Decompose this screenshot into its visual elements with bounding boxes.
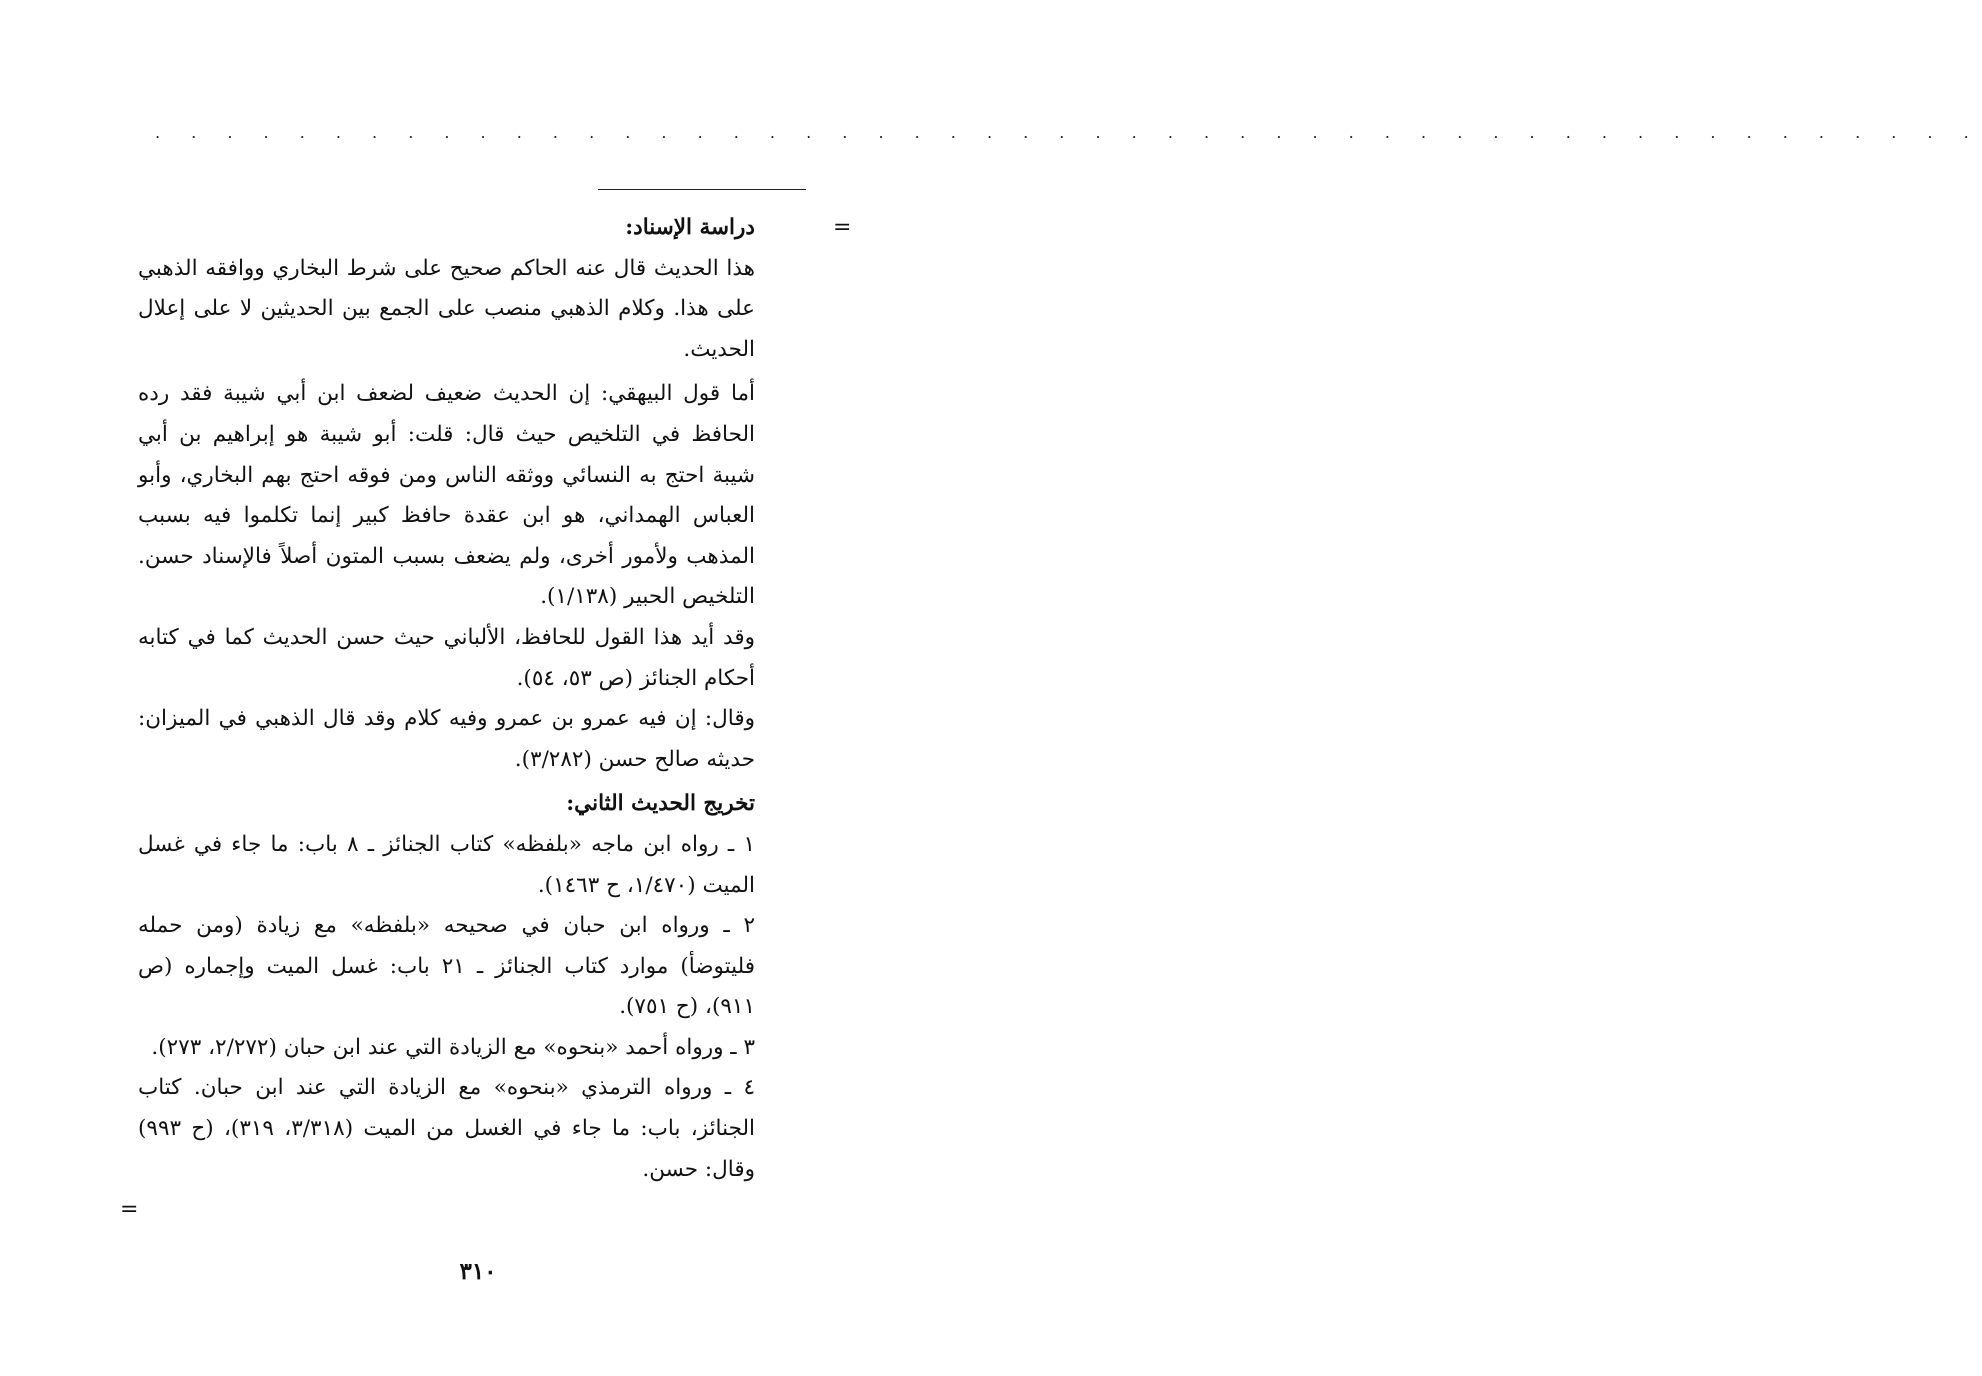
- footnote-rule: [598, 189, 806, 190]
- continuation-mark-bottom: =: [120, 1197, 139, 1222]
- isnad-paragraph-2: أما قول البيهقي: إن الحديث ضعيف لضعف ابن أبي شيبة فقد رده الحافظ في التلخيص حيث قال: قلت: أبو شيبة هو إبراهيم بن أبي شيبة احتج به النسائي ووثقه الناس ومن فوقه احتج بهم البخاري، وأبو العباس الهمداني، هو ابن عقدة حافظ كبير إنما تكلموا فيه بسبب المذهب ولأمور أخرى، ولم يضعف بسبب المتون أصلاً فالإسناد حسن. التلخيص الحبير (١/١٣٨).: [138, 381, 755, 610]
- isnad-heading: دراسة الإسناد:: [625, 215, 755, 240]
- takhrij-item-2: ٢ ـ ورواه ابن حبان في صحيحه «بلفظه» مع زيادة (ومن حمله فليتوضأ) موارد كتاب الجنائز ـ ٢١ باب: غسل الميت وإجماره (ص ٩١١)، (ح ٧٥١).: [138, 913, 755, 1020]
- page-number: ٣١٠: [459, 1258, 497, 1285]
- takhrij-item-4: ٤ ـ ورواه الترمذي «بنحوه» مع الزيادة التي عند ابن حبان. كتاب الجنائز، باب: ما جاء في الغسل من الميت (٣/٣١٨، ٣١٩)، (ح ٩٩٣) وقال: حسن.: [138, 1075, 755, 1182]
- isnad-paragraph-3: وقد أيد هذا القول للحافظ، الألباني حيث حسن الحديث كما في كتابه أحكام الجنائز (ص ٥٣، ٥٤).: [138, 624, 755, 691]
- takhrij-item-1: ١ ـ رواه ابن ماجه «بلفظه» كتاب الجنائز ـ ٨ باب: ما جاء في غسل الميت (١/٤٧٠، ح ١٤٦٣).: [138, 831, 755, 898]
- takhrij-item-3: ٣ ـ ورواه أحمد «بنحوه» مع الزيادة التي عند ابن حبان (٢/٢٧٢، ٢٧٣).: [151, 1034, 755, 1060]
- continuation-mark-top: =: [833, 215, 852, 240]
- separator-dots: . . . . . . . . . . . . . . . . . . . . . . . . . . . . . . . . . . . . . . . . . . . . . . . . . . .: [155, 123, 1982, 142]
- isnad-paragraph-1: هذا الحديث قال عنه الحاكم صحيح على شرط البخاري ووافقه الذهبي على هذا. وكلام الذهبي منصب على الجمع بين الحديثين لا على إعلال الحديث.: [138, 255, 755, 362]
- isnad-paragraph-4: وقال: إن فيه عمرو بن عمرو وفيه كلام وقد قال الذهبي في الميزان: حديثه صالح حسن (٣/٢٨٢).: [138, 706, 755, 772]
- takhrij-heading: تخريج الحديث الثاني:: [566, 791, 755, 817]
- page-body: [138, 208, 755, 1190]
